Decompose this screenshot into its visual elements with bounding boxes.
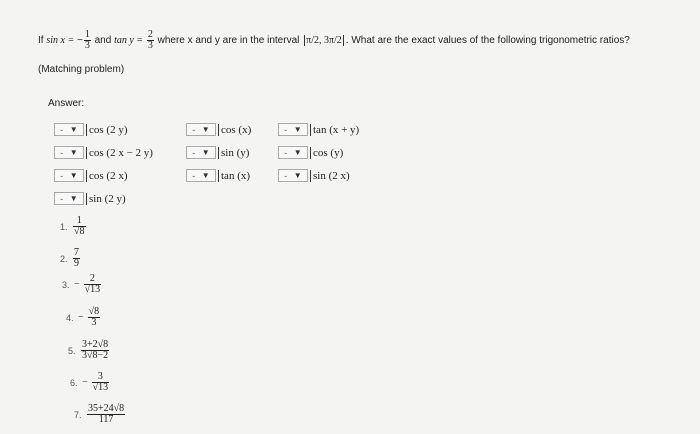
dropdown-label: sin (2 x) — [310, 170, 350, 182]
chevron-down-icon: ▼ — [69, 171, 78, 180]
where-text: where x and y are in the interval — [157, 35, 300, 47]
choice-number: 7. — [74, 409, 82, 420]
answer-choice-5 — [68, 340, 110, 361]
dropdown-label: tan (x + y) — [310, 124, 359, 136]
interval: π/2, 3π/2 — [306, 35, 342, 47]
question-lead: If — [38, 35, 44, 47]
chevron-down-icon: ▼ — [201, 148, 210, 157]
choice-number: 2. — [60, 253, 68, 264]
chevron-down-icon: ▼ — [293, 125, 302, 134]
choice-numerator: √8 — [88, 306, 100, 317]
chevron-down-icon: ▼ — [69, 194, 78, 203]
choice-denominator: 117 — [87, 414, 125, 425]
sin-x-fraction — [84, 30, 91, 51]
choice-expression — [82, 372, 110, 393]
dropdown-label: sin (y) — [218, 147, 249, 159]
question-tail: . What are the exact values of the following trigonometric ratios? — [345, 35, 630, 47]
choice-expression — [86, 404, 126, 425]
dropdown-label: cos (2 y) — [86, 124, 128, 136]
answer-label: Answer: — [48, 98, 85, 109]
choice-denominator: 3 — [88, 317, 101, 328]
choice-denominator: √13 — [92, 382, 109, 393]
match-dropdown-tan-x[interactable] — [186, 168, 250, 183]
dropdown-select[interactable]: - ▼ — [54, 123, 84, 136]
choice-sign: − — [78, 312, 84, 323]
sin-x-lhs: sin x = — [46, 35, 75, 47]
dropdown-label: cos (y) — [310, 147, 343, 159]
match-dropdown-cos-2x-2y[interactable] — [54, 145, 153, 160]
answer-choice-4 — [66, 307, 101, 328]
choice-numerator: 3+2√8 — [82, 339, 109, 350]
match-dropdown-sin-y[interactable] — [186, 145, 249, 160]
choice-number: 3. — [62, 279, 70, 290]
dropdown-select[interactable]: - ▼ — [278, 123, 308, 136]
dropdown-select[interactable]: - ▼ — [186, 123, 216, 136]
tan-y-fraction — [147, 30, 154, 51]
choice-number: 4. — [66, 312, 74, 323]
dropdown-select[interactable]: - ▼ — [278, 146, 308, 159]
choice-sign: − — [82, 377, 88, 388]
choice-denominator: √13 — [84, 284, 101, 295]
dropdown-select[interactable]: - ▼ — [186, 146, 216, 159]
chevron-down-icon: ▼ — [293, 171, 302, 180]
choice-expression — [72, 248, 81, 269]
answer-choice-2 — [60, 248, 81, 269]
answer-choice-1 — [60, 216, 87, 237]
choice-number: 1. — [60, 221, 68, 232]
choice-expression — [72, 216, 87, 237]
match-dropdown-sin-2x[interactable] — [278, 168, 350, 183]
answer-choice-3 — [62, 274, 102, 295]
chevron-down-icon: ▼ — [69, 125, 78, 134]
answer-choice-7 — [74, 404, 126, 425]
tan-denominator: 3 — [147, 40, 153, 51]
chevron-down-icon: ▼ — [201, 171, 210, 180]
dropdown-select[interactable]: - ▼ — [278, 169, 308, 182]
problem-type: (Matching problem) — [38, 64, 125, 75]
choice-numerator: 2 — [89, 273, 95, 284]
choice-number: 6. — [70, 377, 78, 388]
choice-denominator: √8 — [74, 226, 85, 237]
match-dropdown-sin-2y[interactable] — [54, 191, 126, 206]
chevron-down-icon: ▼ — [293, 148, 302, 157]
sin-numerator: 1 — [84, 29, 90, 40]
choice-expression — [80, 340, 110, 361]
match-dropdown-cos-2x[interactable] — [54, 168, 128, 183]
tan-y-lhs: tan y = — [114, 35, 144, 47]
choice-sign: − — [74, 279, 80, 290]
chevron-down-icon: ▼ — [69, 148, 78, 157]
chevron-down-icon: ▼ — [201, 125, 210, 134]
choice-number: 5. — [68, 345, 76, 356]
choice-numerator: 7 — [74, 247, 79, 258]
sin-denominator: 3 — [84, 40, 90, 51]
dropdown-label: sin (2 y) — [86, 193, 126, 205]
dropdown-select[interactable]: - ▼ — [54, 169, 84, 182]
dropdown-label: tan (x) — [218, 170, 250, 182]
choice-numerator: 1 — [76, 215, 82, 226]
dropdown-label: cos (2 x − 2 y) — [86, 147, 153, 159]
tan-numerator: 2 — [147, 29, 153, 40]
question-text — [38, 30, 630, 51]
choice-numerator: 3 — [97, 371, 103, 382]
dropdown-select[interactable]: - ▼ — [54, 192, 84, 205]
answer-choice-6 — [70, 372, 110, 393]
dropdown-select[interactable]: - ▼ — [54, 146, 84, 159]
match-dropdown-cos-2y[interactable] — [54, 122, 128, 137]
dropdown-select[interactable]: - ▼ — [186, 169, 216, 182]
choice-denominator: 3√8−2 — [82, 350, 109, 361]
dropdown-label: cos (2 x) — [86, 170, 128, 182]
choice-expression — [78, 307, 101, 328]
choice-expression — [74, 274, 102, 295]
dropdown-label: cos (x) — [218, 124, 251, 136]
match-dropdown-cos-x[interactable] — [186, 122, 251, 137]
match-dropdown-cos-y[interactable] — [278, 145, 343, 160]
sin-sign: − — [76, 35, 83, 47]
and-text: and — [94, 35, 112, 47]
choice-numerator: 35+24√8 — [88, 403, 125, 414]
choice-denominator: 9 — [74, 258, 79, 269]
match-dropdown-tan-x-plus-y[interactable] — [278, 122, 359, 137]
